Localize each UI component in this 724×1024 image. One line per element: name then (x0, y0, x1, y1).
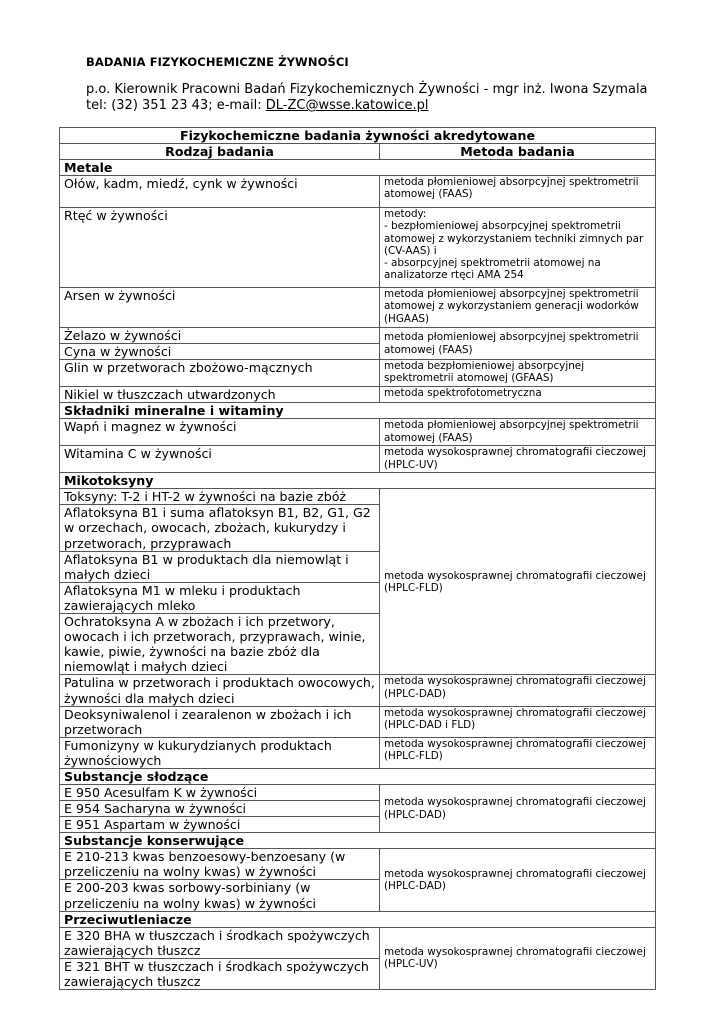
method-cell: metoda płomieniowej absorpcyjnej spektrometrii atomowej (FAAS) (380, 419, 656, 446)
method-cell: metoda bezpłomieniowej absorpcyjnej spektrometrii atomowej (GFAAS) (380, 360, 656, 387)
table-row: E 950 Acesulfam K w żywności (60, 784, 380, 800)
table-row: E 320 BHA w tłuszczach i środkach spożywczych zawierających tłuszcz (60, 927, 380, 958)
table-row: Patulina w przetworach i produktach owocowych, żywności dla małych dzieci (60, 675, 380, 706)
table-row: Toksyny: T-2 i HT-2 w żywności na bazie zbóż (60, 489, 380, 505)
section-sweeteners: Substancje słodzące (60, 768, 656, 784)
table-row: Rtęć w żywności (60, 208, 380, 288)
method-cell: metoda wysokosprawnej chromatografii cieczowej (HPLC-DAD) (380, 849, 656, 911)
phone-text: tel: (32) 351 23 43; e-mail: (86, 98, 266, 113)
table-row: E 954 Sacharyna w żywności (60, 801, 380, 817)
method-cell: metoda wysokosprawnej chromatografii cieczowej (HPLC-UV) (380, 446, 656, 473)
section-metals: Metale (60, 160, 656, 176)
table-row: Żelazo w żywności (60, 328, 380, 344)
table-row: Deoksyniwalenol i zearalenon w zbożach i ich przetworach (60, 706, 380, 737)
method-line: - absorpcyjnej spektrometrii atomowej na analizatorze rtęci AMA 254 (384, 257, 601, 282)
email-link[interactable]: DL-ZC@wsse.katowice.pl (265, 98, 429, 113)
method-cell: metoda płomieniowej absorpcyjnej spektrometrii atomowej (FAAS) (380, 328, 656, 360)
table-row: Witamina C w żywności (60, 446, 380, 473)
accredited-tests-table (59, 127, 656, 990)
table-row: Aflatoksyna M1 w mleku i produktach zawierających mleko (60, 582, 380, 613)
col-header-method: Metoda badania (380, 144, 656, 160)
method-cell: metoda wysokosprawnej chromatografii cieczowej (HPLC-DAD i FLD) (380, 706, 656, 737)
method-cell (380, 208, 656, 288)
table-row: Ochratoksyna A w zbożach i ich przetwory, owocach i ich przetworach, przyprawach, winie, kawie, piwie, żywności na bazie zbóż dla niemowląt i małych dzieci (60, 614, 380, 675)
method-cell: metoda wysokosprawnej chromatografii cieczowej (HPLC-FLD) (380, 737, 656, 768)
table-row: Wapń i magnez w żywności (60, 419, 380, 446)
method-cell: metoda wysokosprawnej chromatografii cieczowej (HPLC-UV) (380, 927, 656, 989)
section-mycotoxins: Mikotoksyny (60, 473, 656, 489)
table-row: E 321 BHT w tłuszczach i środkach spożywczych zawierających tłuszcz (60, 958, 380, 989)
table-row: Arsen w żywności (60, 288, 380, 328)
contact-info (86, 82, 648, 114)
page-title: BADANIA FIZYKOCHEMICZNE ŻYWNOŚCI (86, 55, 349, 69)
method-line: metody: (384, 208, 427, 220)
method-cell: metoda spektrofotometryczna (380, 387, 656, 403)
contact-manager: p.o. Kierownik Pracowni Badań Fizykochemicznych Żywności - mgr inż. Iwona Szymala (86, 82, 648, 97)
section-preservatives: Substancje konserwujące (60, 833, 656, 849)
contact-phone-email (86, 98, 648, 114)
method-cell: metoda płomieniowej absorpcyjnej spektrometrii atomowej z wykorzystaniem generacji wodorków (HGAAS) (380, 288, 656, 328)
table-row: Nikiel w tłuszczach utwardzonych (60, 387, 380, 403)
table-row: Aflatoksyna B1 i suma aflatoksyn B1, B2, G1, G2 w orzechach, owocach, zbożach, kukurydzy i przetworach, przyprawach (60, 505, 380, 551)
table-row: E 210-213 kwas benzoesowy-benzoesany (w przeliczeniu na wolny kwas) w żywności (60, 849, 380, 880)
table-title-row (60, 128, 656, 144)
section-minerals: Składniki mineralne i witaminy (60, 403, 656, 419)
section-antioxidants: Przeciwutleniacze (60, 911, 656, 927)
table-row: Glin w przetworach zbożowo-mącznych (60, 360, 380, 387)
table-row: Cyna w żywności (60, 344, 380, 360)
table-row: Ołów, kadm, miedź, cynk w żywności (60, 176, 380, 208)
column-header-row (60, 144, 656, 160)
method-cell: metoda płomieniowej absorpcyjnej spektrometrii atomowej (FAAS) (380, 176, 656, 208)
method-cell: metoda wysokosprawnej chromatografii cieczowej (HPLC-DAD) (380, 675, 656, 706)
table-title: Fizykochemiczne badania żywności akredytowane (60, 128, 656, 144)
method-line: - bezpłomieniowej absorpcyjnej spektrometrii atomowej z wykorzystaniem techniki zimnych par (CV-AAS) i (384, 220, 644, 257)
table-row: Fumonizyny w kukurydzianych produktach żywnościowych (60, 737, 380, 768)
col-header-test-type: Rodzaj badania (60, 144, 380, 160)
table-row: E 200-203 kwas sorbowy-sorbiniany (w przeliczeniu na wolny kwas) w żywności (60, 880, 380, 911)
table-row: Aflatoksyna B1 w produktach dla niemowląt i małych dzieci (60, 551, 380, 582)
method-cell: metoda wysokosprawnej chromatografii cieczowej (HPLC-FLD) (380, 489, 656, 675)
method-cell: metoda wysokosprawnej chromatografii cieczowej (HPLC-DAD) (380, 784, 656, 832)
table-row: E 951 Aspartam w żywności (60, 817, 380, 833)
